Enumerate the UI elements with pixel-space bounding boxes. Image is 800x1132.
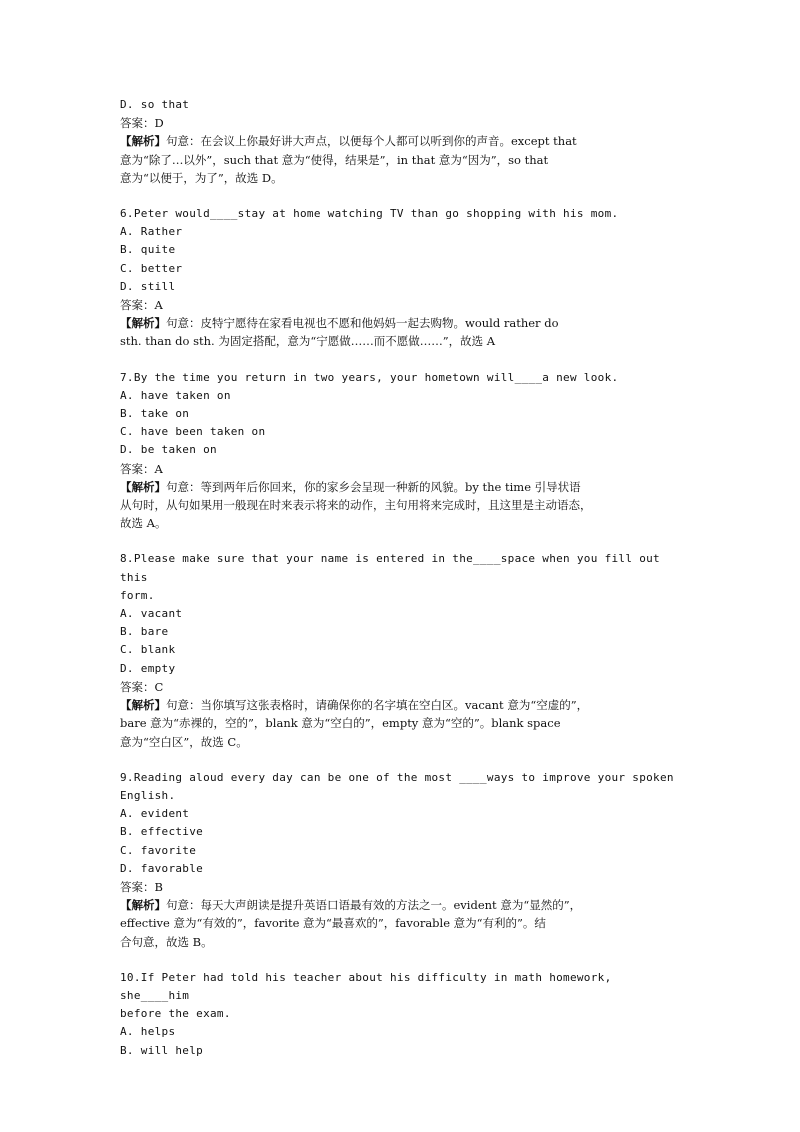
question-5-tail [120,96,685,187]
analysis-line [120,314,685,332]
option-b: B. will help [120,1043,204,1057]
option-a: A. helps [120,1025,176,1039]
option-c: C. better [120,261,183,275]
answer-line: 答案：A [120,461,163,476]
analysis-line [120,896,685,914]
question-stem: 7.By the time you return in two years, your hometown will____a new look. [120,370,619,384]
question-stem: form. [120,588,155,602]
analysis-label: 【解析】 [120,898,166,913]
analysis-label: 【解析】 [120,134,166,149]
question-stem: 9.Reading aloud every day can be one of the most ____ways to improve your spoken [120,770,674,784]
option-b: B. bare [120,625,169,639]
analysis-text: 从句时，从句如果用一般现在时来表示将来的动作，主句用将来完成时，且这里是主动语态， [120,498,592,513]
option-a: A. vacant [120,607,183,621]
option-c: C. favorite [120,843,197,857]
question-stem: before the exam. [120,1007,231,1021]
analysis-line [120,696,685,714]
analysis-text: 句意：每天大声朗读是提升英语口语最有效的方法之一。evident 意为“显然的”， [166,898,582,913]
analysis-text: 句意：皮特宁愿待在家看电视也不愿和他妈妈一起去购物。would rather do [166,316,559,331]
analysis-label: 【解析】 [120,698,166,713]
analysis-text: sth. than do sth. 为固定搭配，意为“宁愿做……而不愿做……”，故选 A [120,334,496,349]
analysis-line [120,132,685,150]
question-9 [120,769,685,951]
question-stem: English. [120,788,176,802]
analysis-text: 句意：等到两年后你回来，你的家乡会呈现一种新的风貌。by the time 引导状语 [166,479,581,494]
question-stem: 10.If Peter had told his teacher about his difficulty in math homework, she____him [120,970,619,1002]
analysis-label: 【解析】 [120,316,166,331]
option-a: A. evident [120,807,190,821]
question-7 [120,369,685,533]
option-a: A. Rather [120,225,183,239]
option-b: B. take on [120,407,190,421]
analysis-text: 意为“除了…以外”，such that 意为“使得，结果是”，in that 意为“因为”，so that [120,152,549,167]
analysis-text: effective 意为“有效的”，favorite 意为“最喜欢的”，favorable 意为“有利的”。结 [120,916,546,931]
answer-line: 答案：B [120,879,163,894]
option-b: B. effective [120,825,204,839]
document-content [120,96,685,1060]
analysis-line [120,478,685,496]
option-b: B. quite [120,243,176,257]
option-d: D. still [120,279,176,293]
option-d: D. favorable [120,861,204,875]
question-stem: 8.Please make sure that your name is entered in the____space when you fill out this [120,552,667,584]
analysis-text: 合句意，故选 B。 [120,934,213,949]
option-a: A. have taken on [120,388,231,402]
answer-line: 答案：C [120,679,164,694]
question-6 [120,205,685,351]
option-d: D. be taken on [120,443,217,457]
option-d: D. so that [120,98,190,111]
question-stem: 6.Peter would____stay at home watching TV than go shopping with his mom. [120,207,619,221]
option-c: C. have been taken on [120,425,266,439]
analysis-text: bare 意为“赤裸的，空的”，blank 意为“空白的”，empty 意为“空的”。blank space [120,716,561,731]
analysis-text: 意为“空白区”，故选 C。 [120,734,248,749]
question-8 [120,550,685,750]
option-c: C. blank [120,643,176,657]
answer-line: 答案：A [120,298,163,313]
option-d: D. empty [120,661,176,675]
analysis-text: 故选 A。 [120,516,167,531]
analysis-text: 句意：在会议上你最好讲大声点，以便每个人都可以听到你的声音。except that [166,134,577,149]
analysis-text: 句意：当你填写这张表格时，请确保你的名字填在空白区。vacant 意为“空虚的”， [166,698,589,713]
analysis-text: 意为“以便于，为了”，故选 D。 [120,170,283,185]
analysis-label: 【解析】 [120,479,166,494]
answer-line: 答案：D [120,116,164,131]
question-10 [120,969,685,1060]
